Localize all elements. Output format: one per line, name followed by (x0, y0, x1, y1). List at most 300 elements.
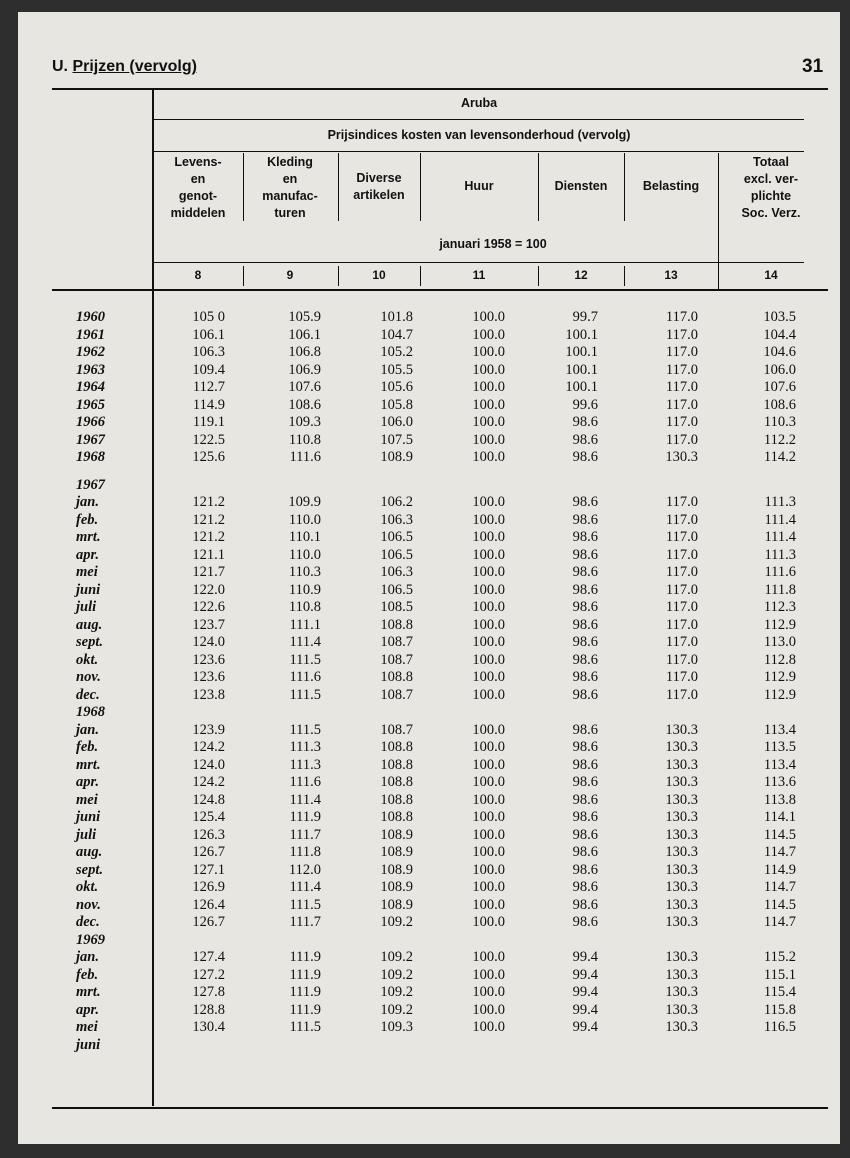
table-cell: 108.6 (288, 396, 321, 413)
table-cell: 100.0 (472, 966, 505, 983)
table-cell: 108.9 (380, 826, 413, 843)
table-cell: 117.0 (665, 361, 698, 378)
table-cell: 111.6 (289, 449, 321, 465)
table-cell: 130.3 (665, 791, 698, 808)
table-cell: 117.0 (665, 511, 698, 528)
table-cell: 112.0 (288, 861, 321, 878)
table-cell: 114.9 (192, 396, 225, 413)
row-label: dec. (76, 686, 100, 703)
table-row (18, 432, 840, 450)
row-label: jan. (76, 949, 99, 965)
table-cell: 100.1 (565, 326, 598, 343)
row-label: mei (76, 564, 98, 580)
row-label: mrt. (76, 756, 101, 773)
table-cell: 110.9 (288, 581, 321, 598)
table-cell: 108.9 (380, 879, 413, 895)
table-cell: 100.0 (472, 1019, 505, 1035)
table-cell: 112.9 (763, 686, 796, 703)
table-cell: 109.2 (380, 966, 413, 983)
table-row (18, 984, 840, 1002)
row-label: nov. (76, 669, 101, 685)
row-label: jan. (76, 721, 99, 738)
table-cell: 106.8 (288, 344, 321, 360)
table-cell: 98.6 (572, 494, 598, 510)
table-cell: 123.7 (192, 616, 225, 633)
table-cell: 124.8 (192, 791, 225, 808)
table-cell: 109.4 (192, 361, 225, 378)
column-header-line: turen (274, 206, 306, 220)
table-cell: 98.6 (572, 651, 598, 668)
table-cell: 111.7 (289, 826, 321, 843)
table-cell: 111.4 (289, 879, 321, 895)
table-cell: 98.6 (572, 634, 598, 650)
table-cell: 106.5 (380, 581, 413, 598)
column-header-line: Diensten (554, 179, 608, 193)
table-cell: 109.2 (380, 984, 413, 1000)
table-cell: 108.5 (380, 599, 413, 615)
table-cell: 114.9 (763, 861, 796, 878)
table-cell: 114.2 (763, 449, 796, 465)
table-cell: 111.5 (289, 686, 321, 703)
table-cell: 124.2 (192, 774, 225, 790)
table-cell: 100.0 (472, 361, 505, 378)
table-cell: 117.0 (665, 599, 698, 615)
table-cell: 100.0 (472, 1001, 505, 1018)
table-cell: 114.1 (763, 809, 796, 825)
table-cell: 125.4 (192, 809, 225, 825)
table-cell: 100.0 (472, 309, 505, 325)
table-cell: 98.6 (572, 546, 598, 563)
table-cell: 100.0 (472, 634, 505, 650)
table-cell: 117.0 (665, 414, 698, 430)
table-cell: 108.8 (380, 616, 413, 633)
column-header-2 (242, 154, 338, 222)
table-cell: 122.0 (192, 581, 225, 598)
table-cell: 110.1 (288, 529, 321, 545)
table-cell: 123.6 (192, 669, 225, 685)
table-cell: 111.6 (764, 564, 796, 580)
table-cell: 105 0 (192, 309, 225, 325)
table-cell: 100.0 (472, 581, 505, 598)
table-cell: 123.8 (192, 686, 225, 703)
table-cell: 117.0 (665, 546, 698, 563)
row-label: aug. (76, 844, 103, 860)
table-cell: 117.0 (665, 529, 698, 545)
table-cell: 115.8 (763, 1001, 796, 1018)
table-cell: 98.6 (572, 791, 598, 808)
table-row (18, 669, 840, 687)
table-row (18, 879, 840, 897)
table-cell: 105.9 (288, 309, 321, 325)
table-row (18, 634, 840, 652)
row-label: sept. (76, 861, 103, 878)
table-cell: 117.0 (665, 344, 698, 360)
column-header-line: Kleding (267, 155, 313, 169)
section-letter: U. (52, 58, 68, 75)
table-cell: 98.6 (572, 809, 598, 825)
table-row (18, 809, 840, 827)
table-cell: 106.1 (288, 326, 321, 343)
table-row (18, 897, 840, 915)
table-cell: 113.0 (763, 634, 796, 650)
table-row (18, 397, 840, 415)
table-cell: 100.0 (472, 756, 505, 773)
table-cell: 100.0 (472, 879, 505, 895)
table-cell: 130.3 (665, 809, 698, 825)
table-cell: 115.2 (763, 949, 796, 965)
table-cell: 100.0 (472, 721, 505, 738)
table-cell: 130.3 (665, 896, 698, 913)
table-cell: 117.0 (665, 581, 698, 598)
table-cell: 117.0 (665, 326, 698, 343)
table-row (18, 1002, 840, 1020)
table-cell: 115.4 (763, 984, 796, 1000)
table-cell: 108.9 (380, 861, 413, 878)
table-cell: 100.0 (472, 826, 505, 843)
table-cell: 111.4 (764, 529, 796, 545)
table-cell: 105.6 (380, 379, 413, 395)
table-row (18, 932, 840, 950)
table-cell: 100.0 (472, 431, 505, 448)
table-row (18, 414, 840, 432)
table-cell: 130.4 (192, 1019, 225, 1035)
column-header-7 (723, 154, 819, 222)
column-header-line: en (190, 172, 206, 186)
table-cell: 108.7 (380, 651, 413, 668)
table-cell: 106.2 (380, 494, 413, 510)
table-row (18, 652, 840, 670)
table-cell: 108.7 (380, 721, 413, 738)
table-cell: 111.9 (289, 966, 321, 983)
column-header-line: Levens- (174, 155, 222, 169)
table-cell: 108.7 (380, 634, 413, 650)
table-cell: 117.0 (665, 634, 698, 650)
table-cell: 109.2 (380, 949, 413, 965)
table-cell: 107.6 (763, 379, 796, 395)
row-label: mei (76, 791, 98, 808)
table-cell: 130.3 (665, 949, 698, 965)
table-cell: 126.4 (192, 896, 225, 913)
column-header-line: Diverse (356, 171, 402, 185)
table-cell: 98.6 (572, 861, 598, 878)
table-cell: 98.6 (572, 529, 598, 545)
table-cell: 126.7 (192, 844, 225, 860)
bottom-rule (52, 1107, 828, 1109)
column-header-3 (331, 170, 427, 204)
table-cell: 104.7 (380, 326, 413, 343)
table-cell: 114.5 (763, 826, 796, 843)
table-body (18, 309, 840, 1054)
row-label: juli (76, 599, 97, 615)
table-cell: 108.9 (380, 449, 413, 465)
table-cell: 113.8 (763, 791, 796, 808)
table-cell: 127.8 (192, 984, 225, 1000)
table-cell: 100.0 (472, 914, 505, 930)
row-label: sept. (76, 634, 103, 650)
table-cell: 130.3 (665, 844, 698, 860)
table-cell: 111.4 (764, 511, 796, 528)
row-label: mrt. (76, 984, 101, 1000)
table-cell: 112.7 (192, 379, 225, 395)
table-cell: 111.6 (289, 774, 321, 790)
table-cell: 106.3 (380, 564, 413, 580)
table-cell: 100.0 (472, 564, 505, 580)
table-cell: 121.2 (192, 529, 225, 545)
table-cell: 111.9 (289, 1001, 321, 1018)
table-row (18, 529, 840, 547)
column-number-2: 9 (286, 268, 294, 282)
table-cell: 100.0 (472, 774, 505, 790)
table-cell: 108.8 (380, 774, 413, 790)
column-header-1 (150, 154, 246, 222)
table-cell: 98.6 (572, 896, 598, 913)
table-cell: 106.1 (192, 326, 225, 343)
table-cell: 105.2 (380, 344, 413, 360)
table-cell: 98.6 (572, 739, 598, 755)
table-cell: 100.0 (472, 511, 505, 528)
table-cell: 117.0 (665, 379, 698, 395)
table-cell: 100.0 (472, 326, 505, 343)
colnum-divider-1 (243, 266, 244, 286)
column-number-4: 11 (472, 268, 486, 282)
table-cell: 111.6 (289, 669, 321, 685)
table-cell: 108.7 (380, 686, 413, 703)
table-cell: 98.6 (572, 721, 598, 738)
table-cell: 117.0 (665, 494, 698, 510)
table-row (18, 1019, 840, 1037)
table-cell: 112.9 (763, 669, 796, 685)
table-cell: 110.3 (763, 414, 796, 430)
table-cell: 100.0 (472, 686, 505, 703)
table-cell: 122.6 (192, 599, 225, 615)
table-cell: 114.7 (763, 879, 796, 895)
column-number-6: 13 (664, 268, 678, 282)
table-cell: 98.6 (572, 431, 598, 448)
table-cell: 117.0 (665, 616, 698, 633)
table-row (18, 512, 840, 530)
table-cell: 100.0 (472, 396, 505, 413)
table-row (18, 344, 840, 362)
table-cell: 109.9 (288, 494, 321, 510)
table-cell: 123.6 (192, 651, 225, 668)
table-cell: 111.9 (289, 984, 321, 1000)
table-cell: 108.9 (380, 844, 413, 860)
row-label: 1966 (76, 414, 105, 430)
column-number-7: 14 (764, 268, 778, 282)
table-cell: 112.3 (763, 599, 796, 615)
table-cell: 122.5 (192, 431, 225, 448)
table-row (18, 914, 840, 932)
table-cell: 113.4 (763, 721, 796, 738)
column-header-5 (533, 178, 629, 195)
column-header-line: genot- (178, 189, 218, 203)
table-cell: 111.9 (289, 949, 321, 965)
row-label: aug. (76, 616, 103, 633)
table-cell: 110.3 (288, 564, 321, 580)
table-cell: 100.0 (472, 379, 505, 395)
table-row (18, 704, 840, 722)
table-cell: 98.6 (572, 826, 598, 843)
table-cell: 100.1 (565, 344, 598, 360)
table-cell: 121.2 (192, 511, 225, 528)
table-cell: 100.0 (472, 809, 505, 825)
table-cell: 101.8 (380, 309, 413, 325)
table-row (18, 449, 840, 467)
table-cell: 98.6 (572, 414, 598, 430)
table-cell: 100.0 (472, 529, 505, 545)
table-row (18, 862, 840, 880)
column-header-line: Huur (464, 179, 494, 193)
table-cell: 130.3 (665, 739, 698, 755)
table-cell: 100.0 (472, 669, 505, 685)
table-cell: 104.4 (763, 326, 796, 343)
table-cell: 110.0 (288, 546, 321, 563)
table-cell: 106.0 (380, 414, 413, 430)
table-cell: 106.3 (380, 511, 413, 528)
rule-under-region (154, 119, 804, 120)
table-row (18, 617, 840, 635)
page-header (52, 58, 197, 76)
row-label: dec. (76, 914, 100, 930)
row-label: mei (76, 1019, 98, 1035)
row-label: 1969 (76, 931, 105, 948)
table-cell: 100.0 (472, 546, 505, 563)
table-cell: 111.3 (289, 756, 321, 773)
table-cell: 111.5 (289, 896, 321, 913)
colnum-divider-5 (624, 266, 625, 286)
table-cell: 100.0 (472, 791, 505, 808)
column-header-line: artikelen (353, 188, 405, 202)
table-cell: 113.5 (763, 739, 796, 755)
table-cell: 112.2 (763, 431, 796, 448)
column-header-line: Soc. Verz. (741, 206, 801, 220)
region-title: Aruba (460, 96, 498, 110)
row-label: 1961 (76, 326, 105, 343)
row-label: 1964 (76, 379, 105, 395)
table-cell: 116.5 (763, 1019, 796, 1035)
table-cell: 100.0 (472, 494, 505, 510)
table-cell: 130.3 (665, 449, 698, 465)
table-row (18, 564, 840, 582)
table-cell: 99.4 (572, 966, 598, 983)
table-cell: 112.9 (763, 616, 796, 633)
table-cell: 109.3 (380, 1019, 413, 1035)
table-cell: 108.8 (380, 756, 413, 773)
column-header-line: plichte (750, 189, 792, 203)
table-cell: 125.6 (192, 449, 225, 465)
row-label: apr. (76, 546, 99, 563)
index-base: januari 1958 = 100 (439, 237, 547, 251)
table-cell: 108.8 (380, 669, 413, 685)
table-cell: 117.0 (665, 309, 698, 325)
table-cell: 121.7 (192, 564, 225, 580)
table-cell: 130.3 (665, 966, 698, 983)
table-cell: 127.4 (192, 949, 225, 965)
row-label: 1967 (76, 431, 105, 448)
table-cell: 110.8 (288, 431, 321, 448)
table-cell: 117.0 (665, 396, 698, 413)
table-cell: 107.6 (288, 379, 321, 395)
table-cell: 124.0 (192, 756, 225, 773)
table-row (18, 477, 840, 495)
table-cell: 99.4 (572, 949, 598, 965)
table-cell: 98.6 (572, 914, 598, 930)
row-label: mrt. (76, 529, 101, 545)
table-cell: 100.0 (472, 616, 505, 633)
table-cell: 110.8 (288, 599, 321, 615)
table-cell: 130.3 (665, 1019, 698, 1035)
table-cell: 111.3 (289, 739, 321, 755)
row-label: jan. (76, 494, 99, 510)
table-cell: 111.7 (289, 914, 321, 930)
table-row (18, 792, 840, 810)
table-cell: 98.6 (572, 879, 598, 895)
table-cell: 100.0 (472, 861, 505, 878)
column-header-line: excl. ver- (743, 172, 799, 186)
table-row (18, 757, 840, 775)
table-cell: 106.9 (288, 361, 321, 378)
table-cell: 106.0 (763, 361, 796, 378)
table-cell: 98.6 (572, 774, 598, 790)
table-cell: 113.6 (763, 774, 796, 790)
column-number-3: 10 (372, 268, 386, 282)
table-cell: 98.6 (572, 449, 598, 465)
table-row (18, 844, 840, 862)
colnum-divider-4 (538, 266, 539, 286)
table-cell: 100.0 (472, 896, 505, 913)
column-number-5: 12 (574, 268, 588, 282)
column-header-line: en (282, 172, 298, 186)
header-top-rule (52, 88, 828, 90)
table-cell: 100.0 (472, 984, 505, 1000)
table-cell: 99.4 (572, 984, 598, 1000)
table-cell: 121.1 (192, 546, 225, 563)
table-row (18, 362, 840, 380)
rule-under-colnums (52, 289, 828, 291)
table-cell: 117.0 (665, 669, 698, 685)
table-row (18, 949, 840, 967)
table-cell: 98.6 (572, 599, 598, 615)
column-header-line: Belasting (642, 179, 700, 193)
table-cell: 119.1 (192, 414, 225, 430)
table-cell: 130.3 (665, 1001, 698, 1018)
table-cell: 108.6 (763, 396, 796, 413)
table-cell: 117.0 (665, 651, 698, 668)
table-row (18, 827, 840, 845)
table-cell: 110.0 (288, 511, 321, 528)
table-cell: 114.7 (763, 914, 796, 930)
table-row (18, 599, 840, 617)
row-label: 1962 (76, 344, 105, 360)
row-label: apr. (76, 1001, 99, 1018)
table-cell: 111.3 (764, 494, 796, 510)
column-header-4 (431, 178, 527, 195)
row-label: juni (76, 809, 101, 825)
table-cell: 100.0 (472, 599, 505, 615)
table-cell: 108.8 (380, 791, 413, 808)
table-cell: 109.3 (288, 414, 321, 430)
table-cell: 117.0 (665, 686, 698, 703)
row-label: nov. (76, 896, 101, 913)
table-cell: 106.5 (380, 529, 413, 545)
table-cell: 124.2 (192, 739, 225, 755)
table-cell: 98.6 (572, 564, 598, 580)
table-cell: 111.9 (289, 809, 321, 825)
table-cell: 130.3 (665, 914, 698, 930)
table-cell: 130.3 (665, 756, 698, 773)
table-cell: 106.5 (380, 546, 413, 563)
table-cell: 111.4 (289, 634, 321, 650)
